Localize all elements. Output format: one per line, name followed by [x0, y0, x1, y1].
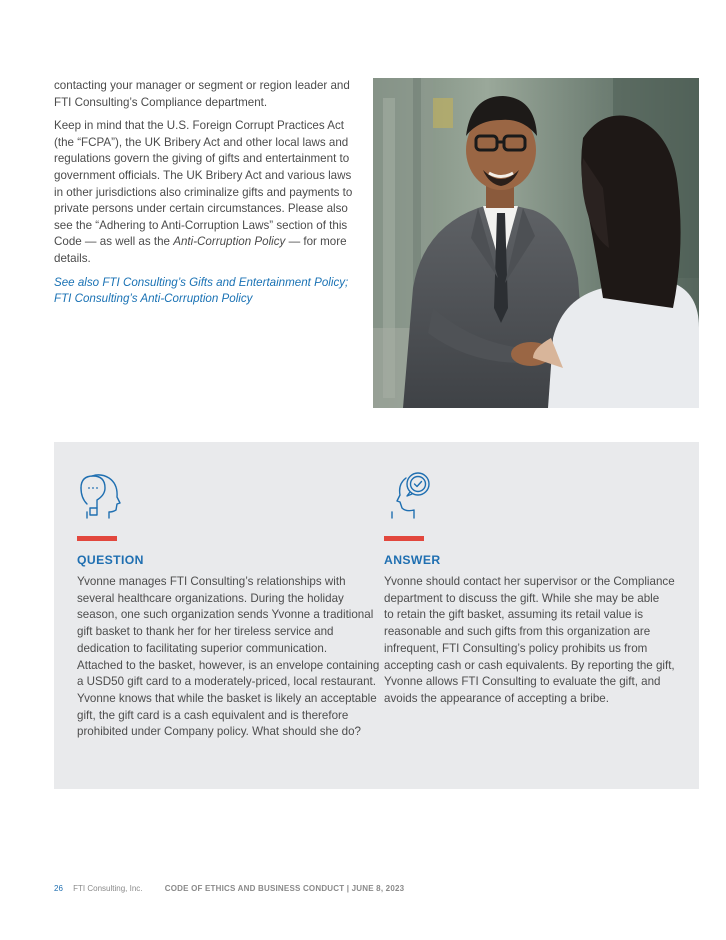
intro-paragraph-2-end: — for more details.	[54, 235, 347, 265]
page-number: 26	[54, 884, 63, 893]
question-line: season, one such organization sends Yvonne a traditional	[77, 608, 374, 622]
answer-line: Yvonne should contact her supervisor or the Compliance	[384, 575, 675, 588]
answer-line: reasonable and such gifts from this organization are	[384, 625, 651, 639]
question-line: Yvonne knows that while the basket is likely an acceptable	[77, 691, 377, 705]
answer-line: accepting cash or cash equivalents. By reporting the gift,	[384, 658, 675, 672]
intro-paragraph-2	[54, 118, 356, 267]
question-body	[77, 574, 380, 741]
question-line: gift, the gift card is a cash equivalent and is therefore	[77, 708, 349, 722]
handshake-photo	[373, 78, 699, 408]
qa-panel	[54, 442, 699, 789]
page-footer	[54, 884, 404, 893]
answer-line: to retain the gift basket, assuming its retail value is	[384, 608, 644, 622]
head-checkmark-icon	[384, 470, 432, 524]
see-also-links	[54, 275, 356, 308]
answer-line: infrequent, FTI Consulting’s policy prohibits us from	[384, 641, 648, 655]
question-line: several healthcare organizations. During the holiday	[77, 591, 344, 605]
question-line: a USD50 gift card to a moderately-priced, local restaurant.	[77, 675, 377, 689]
question-heading: QUESTION	[77, 553, 144, 567]
question-line: gift basket to thank her for her tireless service and	[77, 625, 334, 639]
see-also-anti-corruption-link[interactable]: FTI Consulting’s Anti-Corruption Policy	[54, 292, 253, 306]
question-line: Attached to the basket, however, is an envelope containing	[77, 658, 380, 672]
intro-paragraph-1: contacting your manager or segment or region leader and FTI Consulting’s Compliance department.	[54, 79, 350, 109]
answer-line: avoids the appearance of accepting a bribe.	[384, 691, 609, 705]
see-also-gifts-policy-link[interactable]: See also FTI Consulting’s Gifts and Entertainment Policy;	[54, 275, 349, 289]
answer-heading: ANSWER	[384, 553, 441, 567]
intro-paragraph-2-start: Keep in mind that the U.S. Foreign Corrupt Practices Act (the “FCPA”), the UK Bribery Act and other local laws and regulations govern the giving of gifts and entertainment to government officials. The UK Bribery Act and various laws in other jurisdictions also criminalize gifts and payments to private persons under certain circumstances. Please also see the “Adhering to Anti-Corruption Laws” section of this Code — as well as the	[54, 119, 353, 249]
question-line: Yvonne manages FTI Consulting’s relationships with	[77, 575, 346, 588]
answer-line: department to discuss the gift. While she may be able	[384, 591, 660, 605]
question-line: dedication to facilitating superior communication.	[77, 641, 328, 655]
question-line: prohibited under Company policy. What should she do?	[77, 725, 362, 739]
answer-line: Yvonne allows FTI Consulting to evaluate the gift, and	[384, 675, 661, 689]
anti-corruption-policy-ref: Anti-Corruption Policy	[173, 235, 286, 249]
footer-document-title: CODE OF ETHICS AND BUSINESS CONDUCT | JUNE 8, 2023	[164, 884, 405, 893]
answer-accent-bar	[384, 536, 424, 541]
head-question-icon	[77, 470, 125, 524]
question-accent-bar	[77, 536, 117, 541]
intro-text	[54, 78, 356, 315]
answer-body	[384, 574, 674, 708]
footer-company: FTI Consulting, Inc.	[73, 884, 143, 893]
